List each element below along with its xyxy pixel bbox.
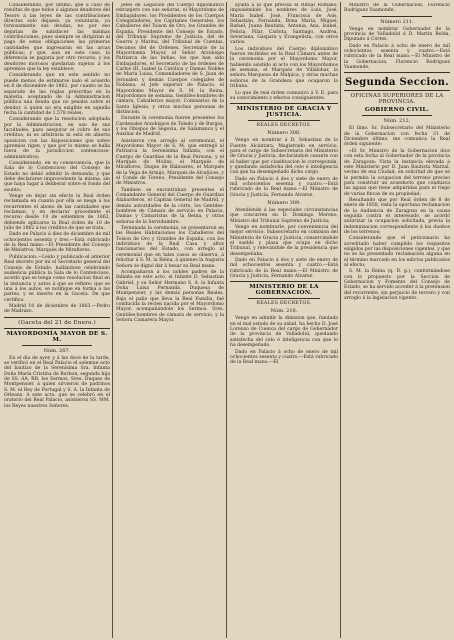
divider (4, 328, 110, 329)
paragraph: Terminada la ceremonia, se presentaron en las Reales Habitaciones los Caballeros del Toison de Oro y Grandes de España, con los individuos de la Real Casa y altos funcionarios del Estado, con arreglo al ceremonial que en tales casos se observa, á felicitar á S. M. la Reina, á quienes la Augusta Señora se dignó dar á besar su Real mano. (116, 226, 224, 269)
paragraph: Dado en Palacio á ocho de enero de mil ochocientos sesenta y cuatro.—Está rubricado de la Real mano.—El Ministro de la Gobernacion, Florencio Rodriguez Vaamonde. (344, 43, 450, 71)
paragraph: Jefes de Legacion del Cuerpo diplomático extranjero con sus señoras, el Mayordomo de Embajadores, los Presidentes de los Cuerpos Colegisladores, los Capitanes Generales, los Caballeros del Toison de Oro, los Grandes de España, Presidente del Consejo de Estado, del Tribunal Supremo de Justicia, del de Guerra y Marina, del Tribunal de Cuentas, Decanos del de Ordenes, Secretario de la Mayordomía Mayor, el Señor Arzobispo Patriarca de las Indias, los que han sido Embajadores, el Secretario de las órdenes de Carlos III, Isabel la Católica y Damas Nobles de María Luisa, Comendadores de S. Juan de Jerusalen y demás Cuerpos colegiales de Nobleza, el Jefe superior de Palacio, el Mayordomo Mayor de S. M. la Reina, Mayordomos de semana, Gentiles-hombres de cámara, Caballerizo mayor, Comisarios de la Santa Iglesia, y otras muchas personas de distincion. (116, 3, 224, 115)
paragraph: Durante la ceremonia fueron presentes los Cardenales Arzobispos de Toledo y de Burgos, y los Obispos de Segovia, de Salamanca y el Auxiliar de Madrid. (116, 116, 224, 138)
paragraph: El Ilmo. Sr. Subsecretario del Ministerio de la Gobernacion con fecha 31 de Diciembre último, me comunica la Real órden siguiente: (344, 126, 450, 148)
column-3 (230, 3, 338, 637)
paragraph: Considerando que en este sentido no puede menos de estimarse nulo el acuerdo en 8 de diciembre de 1862, por cuanto se ha separado de las reglas prescritas en la materia, aceptando de la Administracion pública una deuda que no pesaba sobre el deudor, á quien no era exigible en aquella fecha la cantidad de 1.578 reales; (4, 73, 110, 116)
subheading: REALES DECRETOS. (256, 123, 312, 129)
paragraph: Considerando, por último, que á caso de resultas de que todos ó algunos deudores del Tesoro á las leyes de las contribuciones directas solo dejasen, ya voluntaria, ya forzosamente sus deudas, no por eso dejarian de satisfacer las mismas contribuciones, pues siempre se dirigirian al pago de estas obligaciones las primeras cantidades que ingresaran en las arcas públicas; y que, aun en este caso, la diferencia se pagaria por otro recurso, y los deudores morosos quedarian sujetos á los apremios que la ley establece; (4, 3, 110, 73)
column-rule (226, 2, 227, 638)
column-4 (344, 3, 450, 637)
ministry-heading: MINISTERIO DE GRACIA Y JUSTICIA. (236, 106, 332, 119)
divider (362, 115, 432, 116)
paragraph: Lo que de real órden comunico á V. E. para su conocimiento y efectos consiguientes. (230, 90, 338, 101)
decree-number: Núm. 207. (43, 347, 71, 354)
paragraph: Ministro de la Gobernacion, Florencio Rodriguez Vaamonde. (344, 3, 450, 14)
paragraph: Atendiendo á las especiales circunstancias que concurren en D. Domingo Moreno, Ministro del Tribunal Supremo de Justicia; (230, 207, 338, 224)
paragraph: Publicacion.—Leido y publicado el anterior Real decreto por mí el Secretario general del Consejo de Estado, hallándose celebrando audiencia pública la Sala de lo Contencioso, acordó que se tenga como resolucion final en la instancia y autos á que se refiere; que se una á los autos, se notifique en forma á las partes, y se inserte en la Gaceta. De que certifico. (4, 254, 110, 303)
paragraph: Asistieron con arreglo al ceremonial, el Mayordomo Mayor de S. M. que entregó al Patriarca la Serenísima Infanta, con el Cuerpo de Guardias de la Real Persona, y el Marqués de Molins, el Marqués de Miraflores, Duque de Riánsares, el Marqués de la Vega de Armijo, Marqués de Alcañices, y el Conde de Toreno, Presidente del Consejo de Ministros. (116, 138, 224, 187)
divider (248, 298, 320, 299)
divider (4, 317, 110, 318)
section-heading: MAYORDOMÍA MAYOR DE S. M. (6, 330, 108, 343)
divider (344, 72, 450, 73)
decree-number: Número 309. (267, 199, 301, 206)
paragraph: Resultando que por Real órden de 8 de enero de 1858, vista la oportuna reclamacion de la Audiencia de Zaragoza en la causa seguida contra el interesado, se acordó autorizar la ocupacion solicitada, previa la indemnizacion correspondiente á los dueños de los terrenos; (344, 197, 450, 235)
paragraph: Dado en Palacio á diez de diciembre de mil ochocientos sesenta y tres.—Está rubricado de la Real mano.—El Presidente del Consejo de Ministros, Marqués de Miraflores. (4, 232, 110, 254)
paragraph: Considerando que el peticionario ha acreditado haber cumplido los requisitos exigidos por las disposiciones vigentes, y que no se ha presentado reclamacion alguna en el término marcado en los edictos publicados al efecto; (344, 236, 450, 269)
divider (248, 120, 320, 121)
subheading: REALES DECRETOS. (256, 301, 312, 307)
paragraph: Acompañaron á los nobles padres de la Infanta en este acto, el Infante D. Sebastian Gabriel, y su Señor Hermano S. A. la Infanta Doña Luisa Fernanda, Duquesa de Montpensier, y las demás personas Reales. Bajo el palio que lleva la Real Familia, fué conducida la recien nacida por el Mayordomo Mayor, acompañándole los Sermos. Sres. Gentiles-hombres de cámara de servicio, y la Señora Camarera Mayor. (116, 269, 224, 323)
paragraph: Vengo en admitir la dimision que, fundada en el mal estado de su salud, ha hecho D. José Lorenzo de Cuenca del cargo de Gobernador de la provincia de Valladolid, quedando satisfecha del celo é inteligencia con que lo ha desempeñado. (230, 316, 338, 349)
paragraph: S. M. la Reina (q. D. g.), conformándose con lo propuesto por la Seccion de Gobernacion y Fomento del Consejo de Estado, se ha servido acceder á la pretension del recurrente, sin perjuicio de tercero y con arreglo á la legislacion vigente. (344, 269, 450, 302)
paragraph: ayuda á la que precisa el Ritual Romano, impusiéndole los nombres de Luis, José, María Isabel, José, Francisca de Asís, Sebastián, Fernanda, Bona María, Miguel, Rafael, Juana Bautista, Antonia, Ana, Isabel, Felicia, Pilar, Carlota, Santiago, Andrea, Severiana, Gaspara y Evangelista, con otros varios. (230, 3, 338, 46)
paragraph: Tambien se encontraban presentes el Comandante General del Cuerpo de Guardias Alabarderos, el Capitan General de Madrid, y demás autoridades de la córte, los Gentiles-hombres de Cámara de servicio en Palacio, Damas y Camaristas de la Reina, y otras señoras de la Servidumbre. (116, 187, 224, 225)
paragraph: Madrid 10 de diciembre de 1863.—Pedro de Madrazo. (4, 303, 110, 315)
paragraph: Considerando, en su consecuencia, que la Sala de lo Contencioso del Consejo de Estado no debió admitir la demanda, y que debe declararse improcedente la misma, sin que haya lugar á deliberar sobre el fondo del asunto; (4, 160, 110, 193)
paragraph: Los individuos del Cuerpo diplomático fueron recibidos en la Real Cámara antes de la ceremonia por el Mayordomo Mayor, habiendo asistido al acto con los Mayordomos de semana, el Marqués de Villalobar, la señora Marquesa de Malpica, y otras muchas señoras de la Grandeza que ocuparon la tribuna. (230, 46, 338, 90)
paragraph: Dado en Palacio á dos y siete de enero de mil ochocientos sesenta y cuatro.—Está rubricado de la Real mano.—El Ministro de Gracia y Justicia, Fernando Alvarez. (230, 176, 338, 198)
divider (22, 345, 92, 346)
office-subheading: GOBIERNO CIVIL. (364, 107, 430, 114)
divider (230, 281, 338, 282)
paragraph: Vengo en nombrar á D. Sebastian de la Fuente Alcántara, Magistrado en servicio, para el cargo de Subsecretario del Ministerio de Gracia y Justicia, declarándole cesante con el haber que por clasificacion le corresponda, y quedando satisfecha del celo é inteligencia con que ha desempeñado dicho cargo. (230, 138, 338, 176)
decree-number: Número 308. (267, 130, 301, 137)
divider (344, 90, 450, 91)
paragraph: En el dia de ayer, y á las doce de la tarde, se verificó en el Real Palacio el solemne acto del bautizo de la Serenísima Sra. Infanta Doña María Cristina de Borbon, segunda hija de SS. AA. RR. los Sermos. Sres. Duques de Montpensier, á quien sirvieron de padrinos S. M. el Rey de Portugal y S. A. la Infanta de Orleans. A este acto, que se celebró en el oratorio del Real Palacio, asistieron SS. MM. los Reyes nuestros Señores. (4, 355, 110, 409)
column-rule (340, 2, 341, 638)
decree-number: Número 211. (380, 18, 414, 25)
paragraph: Considerando que la resolucion adoptada por la Administracion, en uso de sus facultades, para asegurar el cobro de sus créditos, ni es arbitraria ni está en abierta oposicion con las disposiciones que sobre apremios rigen, y que por lo mismo se halla fuera de la jurisdiccion contencioso-administrativa; (4, 117, 110, 160)
office-heading: OFICINAS SUPERIORES DE LA PROVINCIA. (350, 93, 444, 106)
gaceta-reference: (Gaceta del 21 de Enero.) (18, 319, 96, 326)
decree-number: Núm. 210. (270, 308, 298, 315)
section-title: Segunda Seccion. (345, 77, 449, 89)
paragraph: Vengo en nombrarle, por conveniencia del mejor servicio, Subsecretario en comision del Ministerio de Gracia y Justicia, conservándole el sueldo y plaza que ocupa en dicho Tribunal, y relevándole de la presidencia que desempeñaba. (230, 225, 338, 257)
column-rule (112, 2, 113, 638)
decree-number: Núm. 212. (383, 118, 411, 125)
paragraph: Vengo en nombrar Gobernador de la provincia de Valladolid á D. Martin Belda, Diputado á Córtes. (344, 26, 450, 43)
column-1 (4, 3, 110, 637)
divider (362, 16, 432, 17)
paragraph: Dado en Palacio á dos y siete de enero de mil ochocientos sesenta y cuatro.—Está rubricado de la Real mano.—El Ministro de Gracia y Justicia, Fernando Alvarez. (230, 258, 338, 280)
ministry-heading: MINISTERIO DE LA GOBERNACION. (249, 284, 319, 297)
divider (230, 103, 338, 104)
paragraph: «El Sr. Ministro de la Gobernacion dice con esta fecha al Gobernador de la provincia de Zaragoza: Vista la instancia elevada á este Ministerio por D. Juan Bautista Marzal, vecino de esa Ciudad, en solicitud de que se le permita la ocupacion del terreno preciso para construir un acueducto que conduzca las aguas que tiene adquiridas para el riego de varias fincas de su propiedad; (344, 148, 450, 197)
paragraph: Dado en Palacio á ocho de enero de mil ochocientos sesenta y cuatro.—Está rubricado de la Real mano.—El (230, 349, 338, 366)
paragraph: Vengo en dejar sin efecto la Real órden reclamada en cuanto por ella se niega á los recurrentes el abono de las cantidades que reclaman, y en declarar procedente el recurso desde 10 de setiembre de 1862, debiendo aplicarse la Real órden de 10 de julio de 1862 á los créditos de que se trata. (4, 194, 110, 232)
column-2 (116, 3, 224, 637)
